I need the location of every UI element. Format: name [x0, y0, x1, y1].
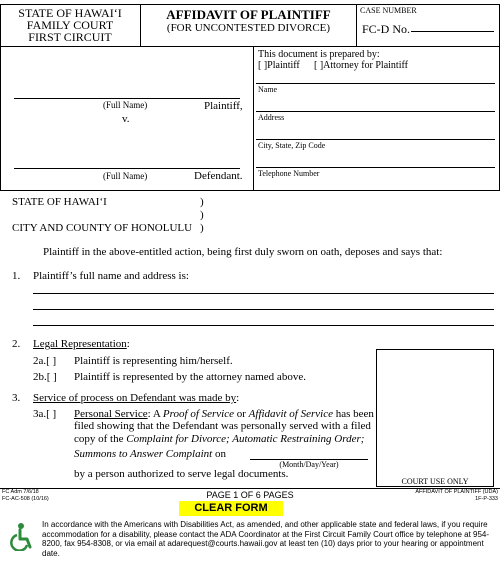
- venue-paren-1: ): [200, 196, 204, 208]
- defendant-full-name-label: (Full Name): [103, 171, 148, 181]
- prepared-by-label: This document is prepared by:: [258, 49, 380, 60]
- item3-heading-text: Service of process on Defendant was made by: [33, 392, 237, 404]
- address-label: Address: [258, 113, 285, 122]
- item3a-line2: filed showing that the Defendant was personally served with a filed: [74, 420, 371, 432]
- court-use-only-label: COURT USE ONLY: [401, 477, 469, 486]
- form-footer-right: [396, 489, 498, 503]
- header-bottom-border: [0, 46, 500, 47]
- summons-title: Summons to Answer Complaint: [74, 448, 213, 460]
- item1-text: Plaintiff’s full name and address is:: [33, 270, 189, 282]
- venue-paren-2: ): [200, 209, 204, 221]
- item2a-text: Plaintiff is representing him/herself.: [74, 355, 233, 367]
- address-field[interactable]: [256, 111, 495, 112]
- item3a-line4: [74, 448, 226, 460]
- item3a-line1: [74, 408, 374, 420]
- document-title: AFFIDAVIT OF PLAINTIFF: [166, 7, 331, 22]
- plaintiff-full-name-label: (Full Name): [103, 100, 148, 110]
- case-number-field[interactable]: [411, 31, 494, 32]
- item2-heading-text: Legal Representation: [33, 338, 127, 350]
- item3a-line3-pre: copy of the: [74, 433, 127, 445]
- page-indicator: PAGE 1 OF 6 PAGES: [206, 490, 294, 500]
- court-use-only-box: [376, 349, 494, 487]
- item3a-checkbox[interactable]: 3a.[ ]: [33, 408, 57, 420]
- item3a-line1-post: has been: [332, 408, 374, 420]
- preparer-plaintiff-checkbox[interactable]: [ ]Plaintiff: [258, 60, 300, 71]
- name-label: Name: [258, 85, 278, 94]
- form-code: 1F-P-333: [475, 496, 498, 502]
- plaintiff-name-field[interactable]: [14, 98, 240, 99]
- item2b-checkbox[interactable]: 2b.[ ]: [33, 371, 57, 383]
- ada-notice: In accordance with the Americans with Disabilities Act, as amended, and other applicable state and federal laws, if you require accommodation for a disability, please contact the ADA Coordinator at the First Circuit Family Court office by telephone at 954-8200, fax 954-8308, or via email at adarequest@courts.hawaii.gov at least ten (10) days prior to your hearing or appointment date.: [42, 520, 490, 558]
- item3-number: 3.: [12, 392, 21, 404]
- item3-heading: Service of process on Defendant was made by:: [33, 392, 240, 404]
- court-line-2: FAMILY COURT: [26, 18, 114, 32]
- versus-label: v.: [122, 113, 130, 125]
- header-top-border: [0, 4, 500, 5]
- telephone-label: Telephone Number: [258, 169, 320, 178]
- item3a-line4-post: on: [212, 448, 226, 460]
- item3a-line1-mid: or: [234, 408, 249, 420]
- affidavit-intro: Plaintiff in the above-entitled action, being first duly sworn on oath, deposes and says that:: [43, 246, 443, 258]
- item2a-checkbox[interactable]: 2a.[ ]: [33, 355, 57, 367]
- affidavit-of-service-term: Affidavit of Service: [248, 408, 333, 420]
- wheelchair-accessibility-icon: [6, 521, 36, 551]
- venue-state: STATE OF HAWAI‘I: [12, 196, 107, 208]
- item3a-line5: by a person authorized to serve legal documents.: [74, 468, 289, 480]
- city-state-zip-field[interactable]: [256, 139, 495, 140]
- court-name: [0, 7, 140, 43]
- court-line-1: STATE OF HAWAI‘I: [18, 6, 122, 20]
- item1-number: 1.: [12, 270, 21, 282]
- address-line-1[interactable]: [33, 293, 494, 294]
- form-id-2: FC-AC-508 (10/16): [2, 496, 49, 502]
- defendant-name-field[interactable]: [14, 168, 240, 169]
- item2-heading: Legal Representation:: [33, 338, 130, 350]
- court-line-3: FIRST CIRCUIT: [28, 30, 112, 44]
- name-field[interactable]: [256, 83, 495, 84]
- complaint-title: Complaint for Divorce; Automatic Restraining Order;: [126, 433, 365, 445]
- item3a-line1-pre: : A: [147, 408, 163, 420]
- defendant-label: Defendant.: [194, 170, 243, 182]
- telephone-field[interactable]: [256, 167, 495, 168]
- document-subtitle: (FOR UNCONTESTED DIVORCE): [166, 22, 331, 34]
- item2b-text: Plaintiff is represented by the attorney named above.: [74, 371, 306, 383]
- city-state-zip-label: City, State, Zip Code: [258, 141, 326, 150]
- clear-form-button[interactable]: CLEAR FORM: [179, 501, 283, 516]
- venue-county: CITY AND COUNTY OF HONOLULU: [12, 222, 193, 234]
- address-line-2[interactable]: [33, 309, 494, 310]
- fc-d-no-label: FC-D No.: [362, 22, 411, 36]
- personal-service-heading: Personal Service: [74, 408, 148, 420]
- address-line-3[interactable]: [33, 325, 494, 326]
- party-divider: [253, 46, 254, 191]
- form-id-1: FC Adm 7/6/18: [2, 489, 39, 495]
- case-number-label: CASE NUMBER: [360, 6, 417, 15]
- form-title-footer: AFFIDAVIT OF PLAINTIFF (UDA): [415, 489, 498, 495]
- form-id: [2, 489, 49, 503]
- party-bottom-border: [0, 190, 500, 191]
- proof-of-service-term: Proof of Service: [162, 408, 234, 420]
- item3a-line3: [74, 433, 364, 445]
- preparer-attorney-checkbox[interactable]: [ ]Attorney for Plaintiff: [314, 60, 408, 71]
- date-caption: (Month/Day/Year): [279, 460, 339, 469]
- header-divider-2: [356, 4, 357, 46]
- item2-number: 2.: [12, 338, 21, 350]
- venue-paren-3: ): [200, 222, 204, 234]
- plaintiff-label: Plaintiff,: [204, 100, 243, 112]
